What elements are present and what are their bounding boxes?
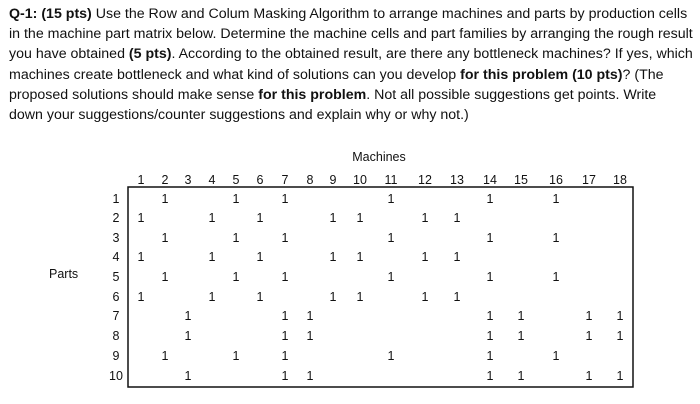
matrix-cell: 1 [453, 250, 461, 264]
part-header: 3 [112, 231, 120, 245]
part-header: 4 [112, 250, 120, 264]
matrix-cell: 1 [306, 309, 314, 323]
matrix-cell: 1 [356, 250, 364, 264]
matrix-cell: 1 [208, 211, 216, 225]
machine-header: 8 [306, 173, 314, 187]
matrix-cell: 1 [387, 270, 395, 284]
question-ending: . Not all possible suggestions get points. Write down your suggestions/counter suggestions and explain why or why not.) [9, 86, 657, 124]
matrix-cell: 1 [306, 369, 314, 383]
matrix-cell: 1 [486, 349, 494, 363]
machine-header: 5 [232, 173, 240, 187]
part-header: 1 [112, 192, 120, 206]
machine-header: 10 [353, 173, 367, 187]
question-for-problem-2: for this problem [258, 86, 367, 103]
matrix-cell: 1 [281, 369, 289, 383]
machine-header: 3 [184, 173, 192, 187]
matrix-cell: 1 [161, 349, 169, 363]
part-header: 8 [112, 329, 120, 343]
matrix-cell: 1 [137, 211, 145, 225]
matrix-cell: 1 [329, 250, 337, 264]
matrix-cell: 1 [616, 309, 624, 323]
matrix-cell: 1 [387, 349, 395, 363]
matrix-cell: 1 [616, 329, 624, 343]
question-intro: Use the Row and Colum Masking Algorithm to arrange machines and parts by production cells in the machine part matrix below. Determine the machine cells and part families by arranging the rough result you have obtained [9, 6, 693, 63]
matrix-cell: 1 [256, 290, 264, 304]
matrix-cell: 1 [232, 270, 240, 284]
matrix-cell: 1 [281, 192, 289, 206]
matrix-cell: 1 [137, 290, 145, 304]
matrix-cell: 1 [281, 231, 289, 245]
question-points-a: (5 pts) [128, 46, 172, 63]
part-header: 6 [112, 290, 120, 304]
machine-header: 6 [256, 173, 264, 187]
matrix-cell: 1 [387, 192, 395, 206]
matrix-cell: 1 [281, 349, 289, 363]
matrix-cell: 1 [329, 290, 337, 304]
question-points: (15 pts) [41, 6, 92, 22]
matrix-cell: 1 [585, 329, 593, 343]
matrix-cell: 1 [208, 250, 216, 264]
machine-header: 4 [208, 173, 216, 187]
matrix-cell: 1 [161, 270, 169, 284]
matrix-cell: 1 [387, 231, 395, 245]
matrix-cell: 1 [184, 329, 192, 343]
machine-header: 9 [329, 173, 337, 187]
matrix-cell: 1 [552, 270, 560, 284]
matrix-cell: 1 [453, 290, 461, 304]
machine-header: 15 [514, 173, 528, 187]
matrix-cell: 1 [137, 250, 145, 264]
machine-header: 14 [483, 173, 497, 187]
matrix-cell: 1 [421, 211, 429, 225]
question-label: Q-1: [9, 6, 38, 22]
question-for-problem: for this problem (10 pts) [460, 66, 623, 83]
matrix-cell: 1 [161, 231, 169, 245]
question-middle: . According to the obtained result, are there any bottleneck machines? If yes, which machines create bottleneck and what kind of solutions can you develop [9, 46, 693, 83]
matrix-cell: 1 [356, 211, 364, 225]
matrix-cell: 1 [585, 369, 593, 383]
matrix-cell: 1 [256, 250, 264, 264]
matrix-cell: 1 [281, 309, 289, 323]
matrix-cell: 1 [517, 369, 525, 383]
machine-header: 17 [582, 173, 596, 187]
machine-header: 12 [418, 173, 432, 187]
machine-header: 7 [281, 173, 289, 187]
matrix-cell: 1 [232, 231, 240, 245]
matrix-cell: 1 [184, 369, 192, 383]
matrix-cell: 1 [486, 231, 494, 245]
machine-header: 11 [384, 173, 398, 187]
matrix-cell: 1 [486, 192, 494, 206]
part-header: 5 [112, 270, 120, 284]
matrix-cell: 1 [552, 231, 560, 245]
matrix-cell: 1 [585, 309, 593, 323]
matrix-cell: 1 [306, 329, 314, 343]
machines-title: Machines [352, 150, 406, 164]
matrix-cell: 1 [517, 329, 525, 343]
part-header: 9 [112, 349, 120, 363]
machine-header: 1 [137, 173, 145, 187]
matrix-cell: 1 [281, 329, 289, 343]
machine-header: 16 [549, 173, 563, 187]
part-header: 7 [112, 309, 120, 323]
part-header: 10 [109, 369, 123, 383]
matrix-cell: 1 [356, 290, 364, 304]
matrix-cell: 1 [453, 211, 461, 225]
matrix-cell: 1 [232, 349, 240, 363]
matrix-cell: 1 [486, 369, 494, 383]
matrix-cell: 1 [161, 192, 169, 206]
matrix-cell: 1 [552, 349, 560, 363]
part-header: 2 [112, 211, 120, 225]
machine-header: 2 [161, 173, 169, 187]
matrix-cell: 1 [517, 309, 525, 323]
matrix-cell: 1 [281, 270, 289, 284]
matrix-cell: 1 [616, 369, 624, 383]
matrix-cell: 1 [421, 250, 429, 264]
matrix-cell: 1 [421, 290, 429, 304]
machine-header: 18 [613, 173, 627, 187]
matrix-cell: 1 [486, 309, 494, 323]
matrix-cell: 1 [256, 211, 264, 225]
matrix-cell: 1 [486, 270, 494, 284]
matrix-cell: 1 [486, 329, 494, 343]
parts-axis-label: Parts [49, 267, 79, 281]
matrix-cell: 1 [232, 192, 240, 206]
matrix-cell: 1 [329, 211, 337, 225]
question-after-points: ? (The proposed solutions should make sense [9, 66, 664, 103]
machine-header: 13 [450, 173, 464, 187]
matrix-cell: 1 [184, 309, 192, 323]
matrix-cell: 1 [208, 290, 216, 304]
matrix-cell: 1 [552, 192, 560, 206]
